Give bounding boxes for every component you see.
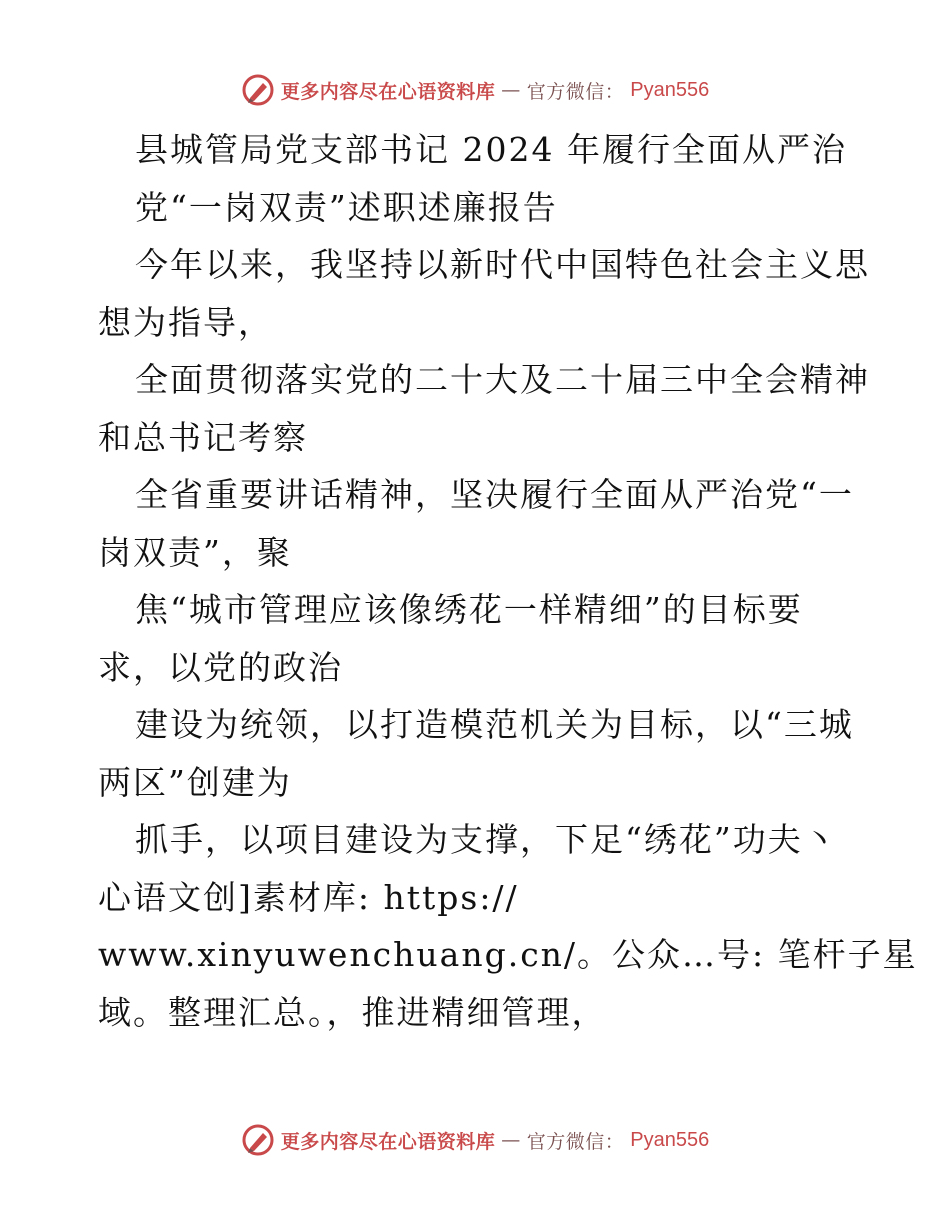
watermark-separator: — [501, 79, 521, 101]
watermark-brand: 更多内容尽在心语资料库 [280, 80, 496, 103]
paragraph-line: 全面贯彻落实党的二十大及二十届三中全会精神 [135, 360, 870, 399]
paragraph-line: 两区”创建为 [98, 763, 292, 802]
paragraph-line: 和总书记考察 [98, 418, 308, 457]
paragraph-line: www.xinyuwenchuang.cn/。公众…号: 笔杆子星 [98, 935, 918, 974]
title-line-1: 县城管局党支部书记 2024 年履行全面从严治 [135, 130, 847, 169]
watermark-wechat-id: Pyan556 [630, 78, 710, 101]
title-line-2: 党“一岗双责”述职述廉报告 [135, 188, 558, 227]
watermark-wechat-id: Pyan556 [630, 1128, 710, 1151]
paragraph-line: 求，以党的政治 [98, 648, 343, 687]
paragraph-line: 岗双责”，聚 [98, 533, 292, 572]
paragraph-line: 建设为统领，以打造模范机关为目标，以“三城 [135, 705, 854, 744]
footer-watermark [0, 1120, 950, 1160]
paragraph-line: 全省重要讲话精神，坚决履行全面从严治党“一 [135, 475, 854, 514]
paragraph-line: 焦“城市管理应该像绣花一样精细”的目标要 [135, 590, 803, 629]
watermark-brand: 更多内容尽在心语资料库 [280, 1130, 496, 1153]
watermark-separator: — [501, 1129, 521, 1151]
header-watermark [0, 70, 950, 110]
pen-logo-icon [241, 73, 275, 107]
paragraph-line: 心语文创]素材库: https:// [98, 878, 519, 917]
paragraph-line: 域。整理汇总。，推进精细管理， [98, 993, 607, 1032]
pen-logo-icon [241, 1123, 275, 1157]
paragraph-line: 抓手，以项目建设为支撑，下足“绣花”功夫丶 [135, 820, 838, 859]
watermark-wechat-label: 官方微信： [526, 80, 625, 103]
watermark-wechat-label: 官方微信： [526, 1130, 625, 1153]
paragraph-line: 想为指导， [98, 303, 273, 342]
paragraph-line: 今年以来，我坚持以新时代中国特色社会主义思 [135, 245, 870, 284]
